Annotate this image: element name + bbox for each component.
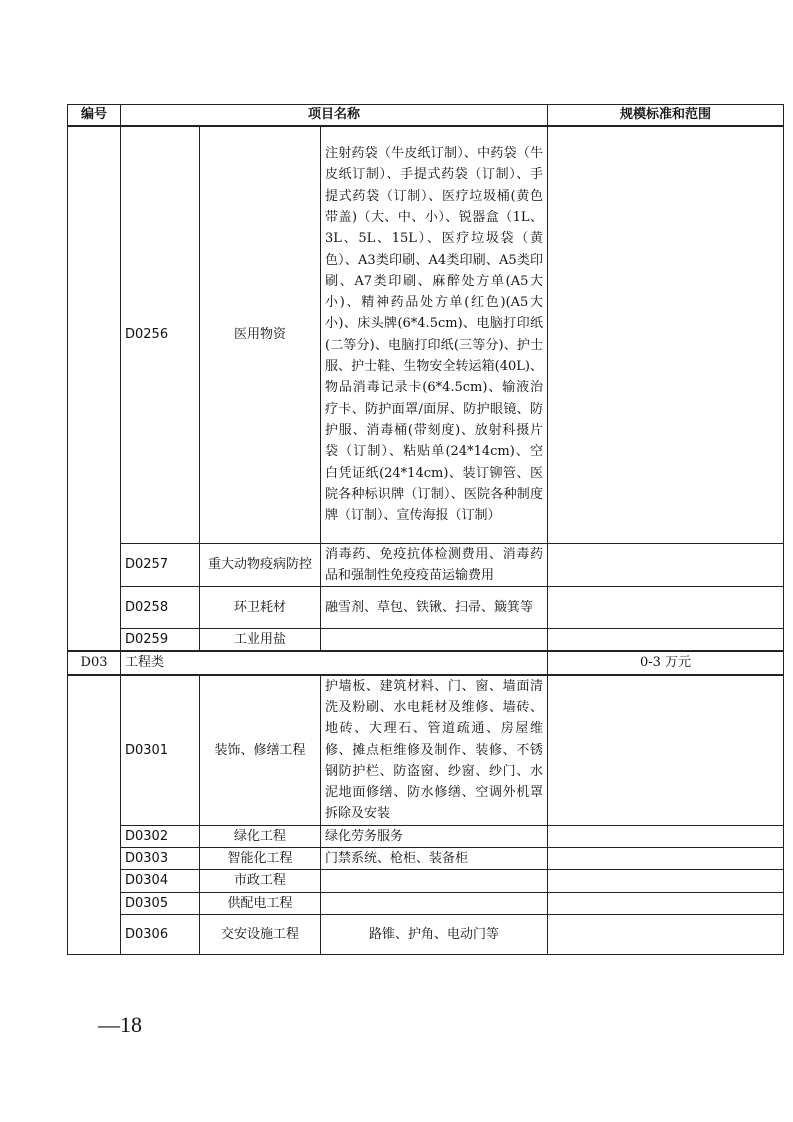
item-scale bbox=[548, 629, 784, 652]
item-code: D0257 bbox=[121, 543, 200, 587]
category-row bbox=[68, 651, 784, 674]
category-code: D03 bbox=[68, 651, 121, 674]
category-name: 工程类 bbox=[121, 651, 548, 674]
table-header-row bbox=[68, 105, 784, 127]
item-description bbox=[321, 870, 548, 892]
table-row bbox=[68, 914, 784, 954]
item-code: D0259 bbox=[121, 629, 200, 652]
catalog-table bbox=[67, 104, 784, 955]
item-name: 装饰、修缮工程 bbox=[200, 675, 321, 826]
item-code: D0302 bbox=[121, 825, 200, 847]
item-scale bbox=[548, 914, 784, 954]
item-name: 智能化工程 bbox=[200, 848, 321, 870]
item-code: D0305 bbox=[121, 892, 200, 914]
item-code: D0256 bbox=[121, 126, 200, 543]
item-scale bbox=[548, 126, 784, 543]
table-row bbox=[68, 870, 784, 892]
page-number: —18 bbox=[98, 1012, 142, 1037]
item-scale bbox=[548, 848, 784, 870]
item-name: 环卫耗材 bbox=[200, 587, 321, 629]
table-row bbox=[68, 126, 784, 543]
item-description: 护墙板、建筑材料、门、窗、墙面清洗及粉刷、水电耗材及维修、墙砖、地砖、大理石、管道疏通、房屋维修、摊点柜维修及制作、装修、不锈钢防护栏、防盗窗、纱窗、纱门、水泥地面修缮、防水修缮、空调外机罩拆除及安装 bbox=[321, 675, 548, 826]
header-code: 编号 bbox=[68, 105, 121, 127]
table-row bbox=[68, 825, 784, 847]
item-scale bbox=[548, 825, 784, 847]
item-name: 供配电工程 bbox=[200, 892, 321, 914]
item-description: 融雪剂、草包、铁锹、扫帚、簸箕等 bbox=[321, 587, 548, 629]
item-code: D0306 bbox=[121, 914, 200, 954]
category-scale: 0-3 万元 bbox=[548, 651, 784, 674]
item-description: 绿化劳务服务 bbox=[321, 825, 548, 847]
item-description: 注射药袋（牛皮纸订制）、中药袋（牛皮纸订制）、手提式药袋（订制）、手提式药袋（订制）、医疗垃圾桶(黄色带盖)（大、中、小）、锐器盒（1L、3L、5L、15L）、医疗垃圾袋（黄色）、A3类印刷、A4类印刷、A5类印刷、A7类印刷、麻醉处方单(A5大小)、精神药品处方单(红色)(A5大小)、床头牌(6*4.5cm)、电脑打印纸(二等分)、电脑打印纸(三等分)、护士服、护士鞋、生物安全转运箱(40L)、物品消毒记录卡(6*4.5cm)、输液治疗卡、防护面罩/面屏、防护眼镜、防护服、消毒桶(带刻度)、放射科摄片袋（订制）、粘贴单(24*14cm)、空白凭证纸(24*14cm)、装订铆管、医院各种标识牌（订制）、医院各种制度牌（订制）、宣传海报（订制） bbox=[321, 126, 548, 543]
table-row bbox=[68, 892, 784, 914]
table-row bbox=[68, 629, 784, 652]
parent-code-cell bbox=[68, 126, 121, 651]
header-scale: 规模标准和范围 bbox=[548, 105, 784, 127]
table-row bbox=[68, 543, 784, 587]
item-code: D0304 bbox=[121, 870, 200, 892]
item-scale bbox=[548, 892, 784, 914]
item-code: D0258 bbox=[121, 587, 200, 629]
item-description bbox=[321, 629, 548, 652]
header-name: 项目名称 bbox=[121, 105, 548, 127]
item-scale bbox=[548, 543, 784, 587]
item-description: 门禁系统、枪柜、装备柜 bbox=[321, 848, 548, 870]
item-scale bbox=[548, 675, 784, 826]
table-row bbox=[68, 848, 784, 870]
parent-code-cell bbox=[68, 675, 121, 955]
item-scale bbox=[548, 870, 784, 892]
table-row bbox=[68, 675, 784, 826]
item-scale bbox=[548, 587, 784, 629]
table-row bbox=[68, 587, 784, 629]
item-name: 交安设施工程 bbox=[200, 914, 321, 954]
item-name: 医用物资 bbox=[200, 126, 321, 543]
item-name: 绿化工程 bbox=[200, 825, 321, 847]
item-description: 消毒药、免疫抗体检测费用、消毒药品和强制性免疫疫苗运输费用 bbox=[321, 543, 548, 587]
item-code: D0303 bbox=[121, 848, 200, 870]
item-name: 市政工程 bbox=[200, 870, 321, 892]
item-description bbox=[321, 892, 548, 914]
item-name: 工业用盐 bbox=[200, 629, 321, 652]
item-name: 重大动物疫病防控 bbox=[200, 543, 321, 587]
item-description: 路锥、护角、电动门等 bbox=[321, 914, 548, 954]
item-code: D0301 bbox=[121, 675, 200, 826]
